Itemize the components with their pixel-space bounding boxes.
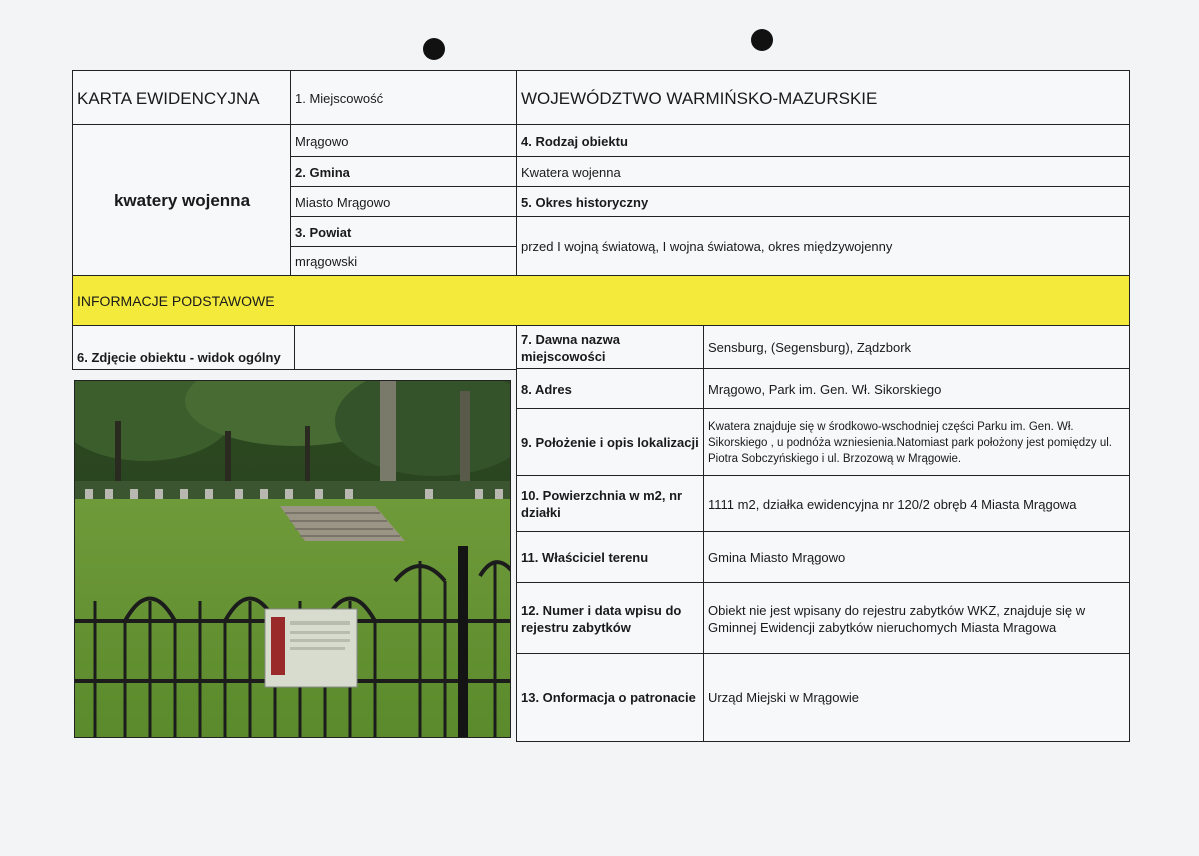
row-8-value: Mrągowo, Park im. Gen. Wł. Sikorskiego bbox=[703, 368, 1130, 410]
row-7-value: Sensburg, (Segensburg), Ządzbork bbox=[703, 325, 1130, 370]
row-12-label: 12. Numer i data wpisu do rejestru zabytków bbox=[516, 582, 705, 655]
row-11-label: 11. Właściciel terenu bbox=[516, 531, 705, 584]
gmina-label: 2. Gmina bbox=[290, 156, 518, 188]
period-value: przed I wojną światową, I wojna światowa, okres międzywojenny bbox=[516, 216, 1130, 277]
row-12-value: Obiekt nie jest wpisany do rejestru zabytków WKZ, znajduje się w Gminnej Ewidencji zabytków nieruchomych Miasta Mragowa bbox=[703, 582, 1130, 655]
object-name: kwatery wojenna bbox=[72, 124, 292, 277]
powiat-label: 3. Powiat bbox=[290, 216, 518, 248]
gmina-value: Miasto Mrągowo bbox=[290, 186, 518, 218]
row-13-value: Urząd Miejski w Mrągowie bbox=[703, 653, 1130, 742]
photo-label-spacer bbox=[294, 325, 518, 370]
object-type-value: Kwatera wojenna bbox=[516, 156, 1130, 188]
row-9-value: Kwatera znajduje się w środkowo-wschodniej części Parku im. Gen. Wł. Sikorskiego , u podnóża wzniesienia.Natomiast park położony jest pomiędzy ul. Piotra Sobczyńskiego i ul. Brzozową w Mrągowie. bbox=[703, 408, 1130, 477]
card-title: KARTA EWIDENCYJNA bbox=[72, 70, 292, 126]
row-13-label: 13. Onformacja o patronacie bbox=[516, 653, 705, 742]
row-7-label: 7. Dawna nazwa miejscowości bbox=[516, 325, 705, 370]
object-type-label: 4. Rodzaj obiektu bbox=[516, 124, 1130, 158]
voivodeship-title: WOJEWÓDZTWO WARMIŃSKO-MAZURSKIE bbox=[516, 70, 1130, 126]
section-title: INFORMACJE PODSTAWOWE bbox=[72, 275, 1130, 327]
cemetery-photo bbox=[74, 380, 511, 738]
row-8-label: 8. Adres bbox=[516, 368, 705, 410]
locality-label: 1. Miejscowość bbox=[290, 70, 518, 126]
period-label: 5. Okres historyczny bbox=[516, 186, 1130, 218]
locality-value: Mrągowo bbox=[290, 124, 518, 158]
powiat-value: mrągowski bbox=[290, 246, 518, 277]
row-10-value: 1111 m2, działka ewidencyjna nr 120/2 obręb 4 Miasta Mrągowa bbox=[703, 475, 1130, 533]
photo-label: 6. Zdjęcie obiektu - widok ogólny bbox=[72, 325, 296, 370]
punch-hole-right bbox=[751, 29, 773, 51]
punch-hole-left bbox=[423, 38, 445, 60]
row-11-value: Gmina Miasto Mrągowo bbox=[703, 531, 1130, 584]
row-10-label: 10. Powierzchnia w m2, nr działki bbox=[516, 475, 705, 533]
row-9-label: 9. Położenie i opis lokalizacji bbox=[516, 408, 705, 477]
